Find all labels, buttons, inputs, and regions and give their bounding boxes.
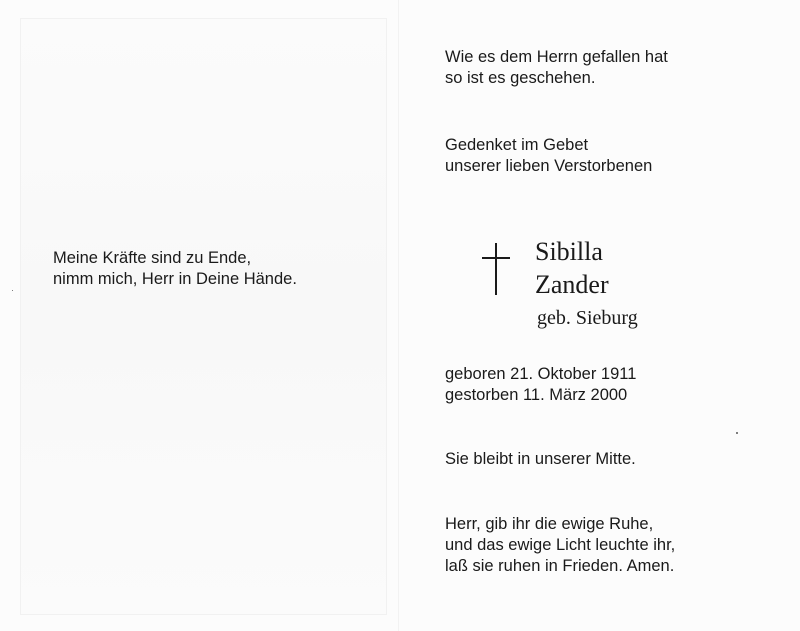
closing-prayer-line-1: Herr, gib ihr die ewige Ruhe,	[445, 515, 654, 533]
closing-prayer	[445, 514, 675, 577]
opening-verse	[445, 47, 668, 89]
prayer-request-line-1: Gedenket im Gebet	[445, 136, 589, 154]
left-verse-line-1: Meine Kräfte sind zu Ende,	[53, 249, 252, 267]
deceased-first-name: Sibilla	[535, 237, 603, 266]
opening-verse-line-2: so ist es geschehen.	[445, 69, 596, 87]
birth-date: geboren 21. Oktober 1911	[445, 365, 637, 383]
prayer-request-line-2: unserer lieben Verstorbenen	[445, 157, 653, 175]
left-verse-line-2: nimm mich, Herr in Deine Hände.	[53, 270, 297, 288]
closing-prayer-line-2: und das ewige Licht leuchte ihr,	[445, 536, 676, 554]
remembrance-line: Sie bleibt in unserer Mitte.	[445, 450, 636, 468]
card-fold-line	[398, 0, 399, 631]
deceased-maiden-name: geb. Sieburg	[537, 307, 638, 329]
reverse-side-bleed-through	[20, 18, 387, 615]
prayer-request	[445, 135, 652, 177]
death-date: gestorben 11. März 2000	[445, 386, 628, 404]
deceased-last-name: Zander	[535, 270, 609, 299]
opening-verse-line-1: Wie es dem Herrn gefallen hat	[445, 48, 668, 66]
left-verse	[53, 248, 297, 290]
life-dates	[445, 364, 636, 406]
closing-prayer-line-3: laß sie ruhen in Frieden. Amen.	[445, 557, 675, 575]
cross-icon	[482, 243, 510, 295]
print-speck	[736, 432, 738, 434]
print-speck	[12, 290, 13, 291]
